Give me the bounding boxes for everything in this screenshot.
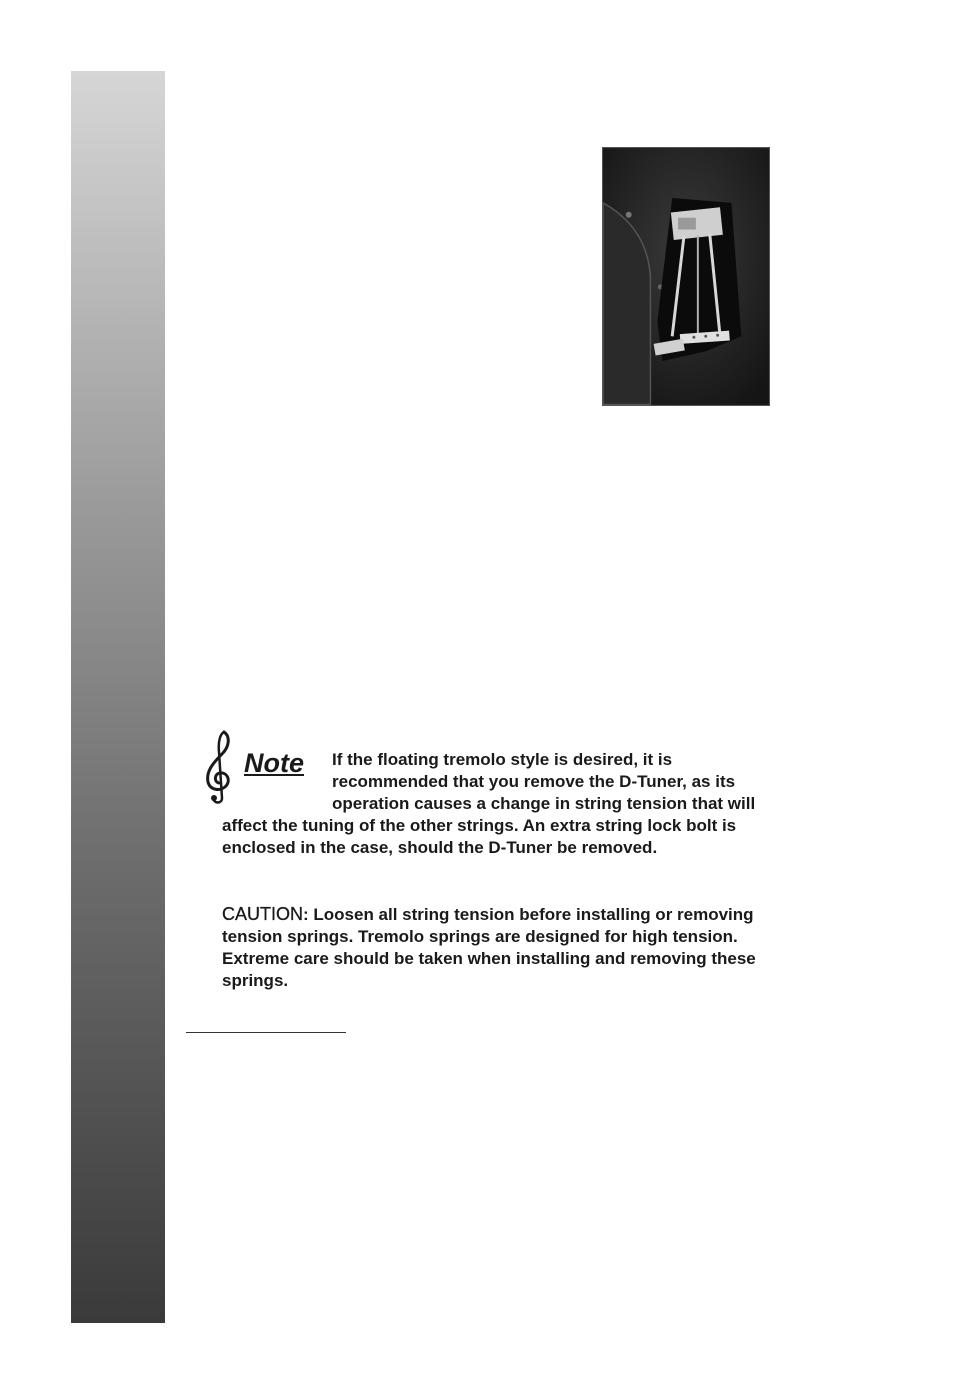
decorative-side-bar — [71, 71, 165, 1323]
caution-label: CAUTION — [222, 904, 303, 924]
tremolo-cavity-illustration — [603, 148, 769, 405]
caution-paragraph — [222, 903, 767, 992]
note-text-indent — [222, 749, 332, 815]
footnote-divider — [186, 1032, 346, 1033]
caution-text: : Loosen all string tension before installing or removing tension springs. Tremolo springs are designed for high tension. Extreme care should be taken when installing and removing these springs. — [222, 905, 756, 990]
note-title: Note — [244, 748, 304, 778]
note-text — [222, 749, 767, 859]
tremolo-cavity-photo — [602, 147, 770, 406]
note-body: If the floating tremolo style is desired, it is recommended that you remove the D-Tuner, as its operation causes a change in string tension that will affect the tuning of the other strings. An extra string lock bolt is enclosed in the case, should the D-Tuner be removed. — [222, 750, 756, 857]
